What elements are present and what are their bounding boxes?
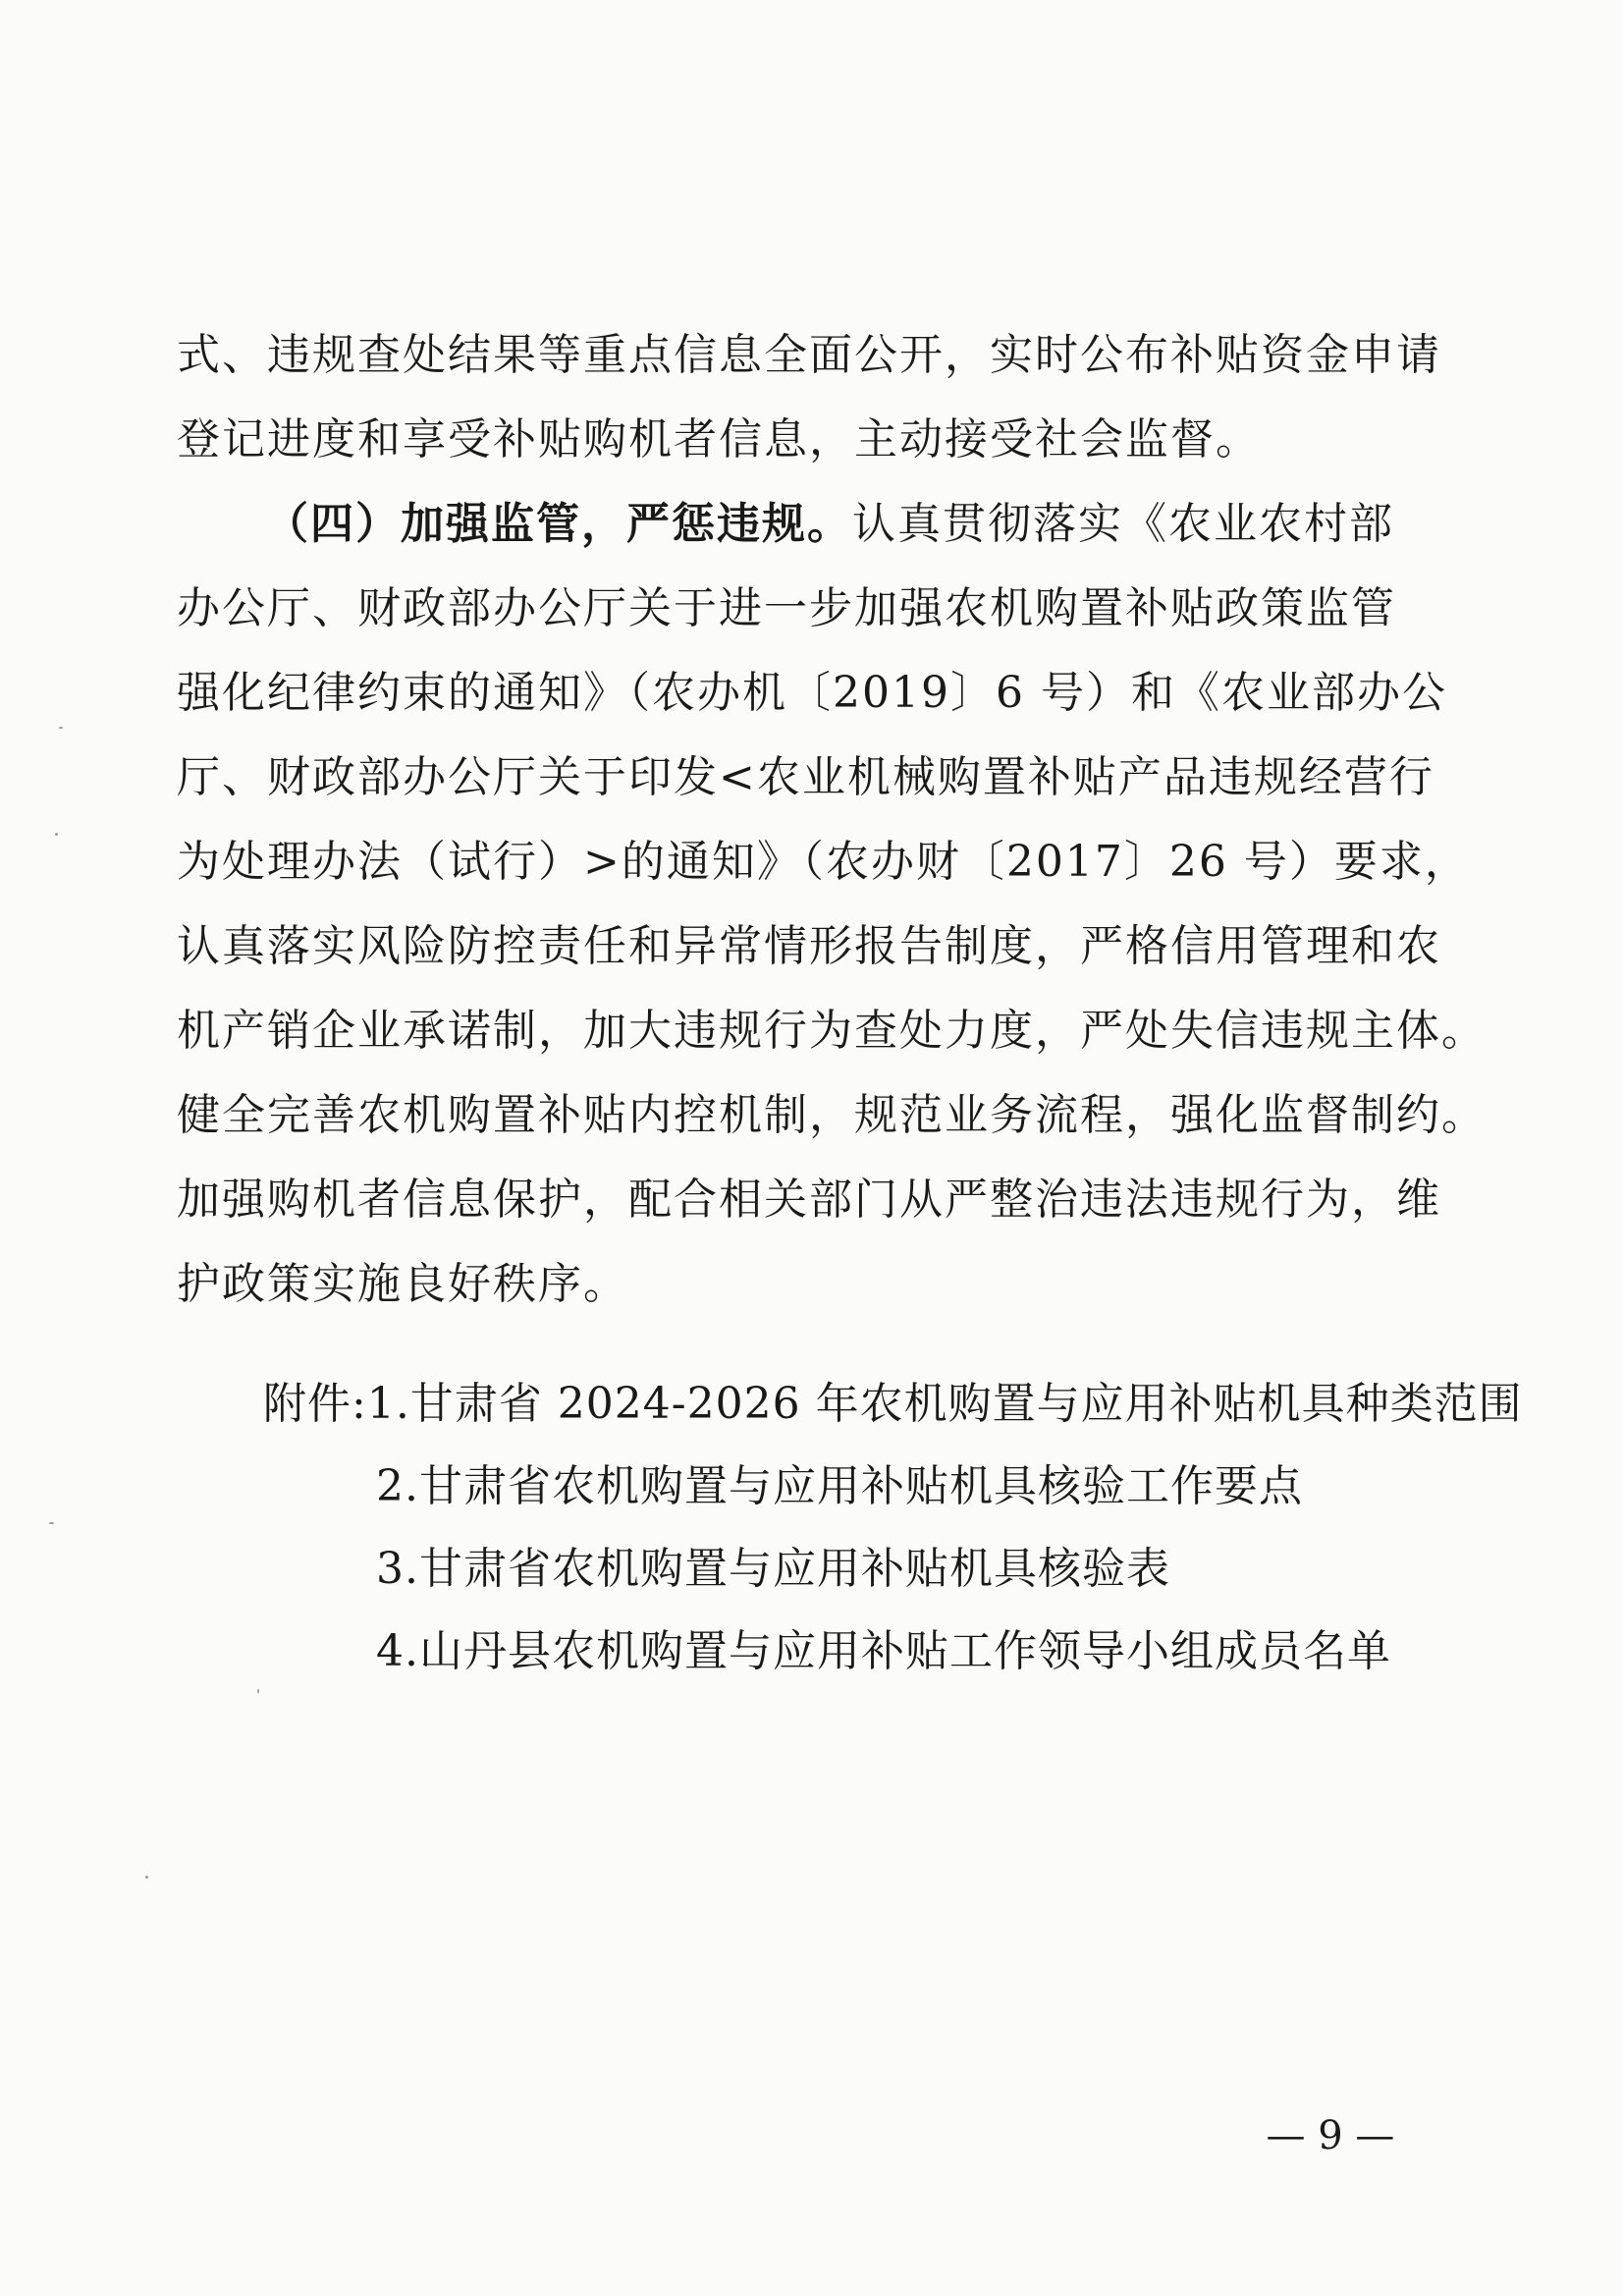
body-line-8: 认真落实风险防控责任和异常情形报告制度，严格信用管理和农 <box>177 921 1441 971</box>
scan-speck <box>59 727 63 729</box>
body-line-10: 健全完善农机购置补贴内控机制，规范业务流程，强化监督制约。 <box>177 1090 1487 1140</box>
section-heading: （四）加强监管，严惩违规。 <box>265 499 852 549</box>
section-heading-line <box>265 495 1394 554</box>
scan-speck <box>257 1689 259 1693</box>
body-line-4: 办公厅、财政部办公厅关于进一步加强农机购置补贴政策监管 <box>177 583 1396 633</box>
body-line-12: 护政策实施良好秩序。 <box>177 1259 628 1309</box>
body-line-7: 为处理办法（试行）>的通知》（农办财〔2017〕26 号）要求， <box>177 837 1470 887</box>
attachment-item-2: 2.甘肃省农机购置与应用补贴机具核验工作要点 <box>376 1461 1303 1511</box>
attachments-label: 附件: <box>263 1379 367 1429</box>
body-line-5: 强化纪律约束的通知》（农办机〔2019〕6 号）和《农业部办公 <box>177 668 1447 718</box>
attachment-item-1: 1.甘肃省 2024-2026 年农机购置与应用补贴机具种类范围 <box>366 1379 1523 1429</box>
page-number: — 9 — <box>1266 2113 1395 2159</box>
scan-speck <box>55 833 58 836</box>
attachment-item-4: 4.山丹县农机购置与应用补贴工作领导小组成员名单 <box>376 1626 1391 1676</box>
scan-speck <box>145 1876 148 1879</box>
body-line-3: 认真贯彻落实《农业农村部 <box>852 499 1394 549</box>
attachment-line-1 <box>263 1375 1523 1434</box>
body-line-2: 登记进度和享受补贴购机者信息，主动接受社会监督。 <box>177 414 1261 465</box>
attachment-item-3: 3.甘肃省农机购置与应用补贴机具核验表 <box>376 1544 1170 1594</box>
body-line-9: 机产销企业承诺制，加大违规行为查处力度，严处失信违规主体。 <box>177 1006 1487 1056</box>
body-line-1: 式、违规查处结果等重点信息全面公开，实时公布补贴资金申请 <box>177 330 1441 380</box>
scan-speck <box>49 1522 54 1524</box>
body-line-6: 厅、财政部办公厅关于印发<农业机械购置补贴产品违规经营行 <box>177 752 1434 802</box>
body-line-11: 加强购机者信息保护，配合相关部门从严整治违法违规行为，维 <box>177 1175 1441 1225</box>
